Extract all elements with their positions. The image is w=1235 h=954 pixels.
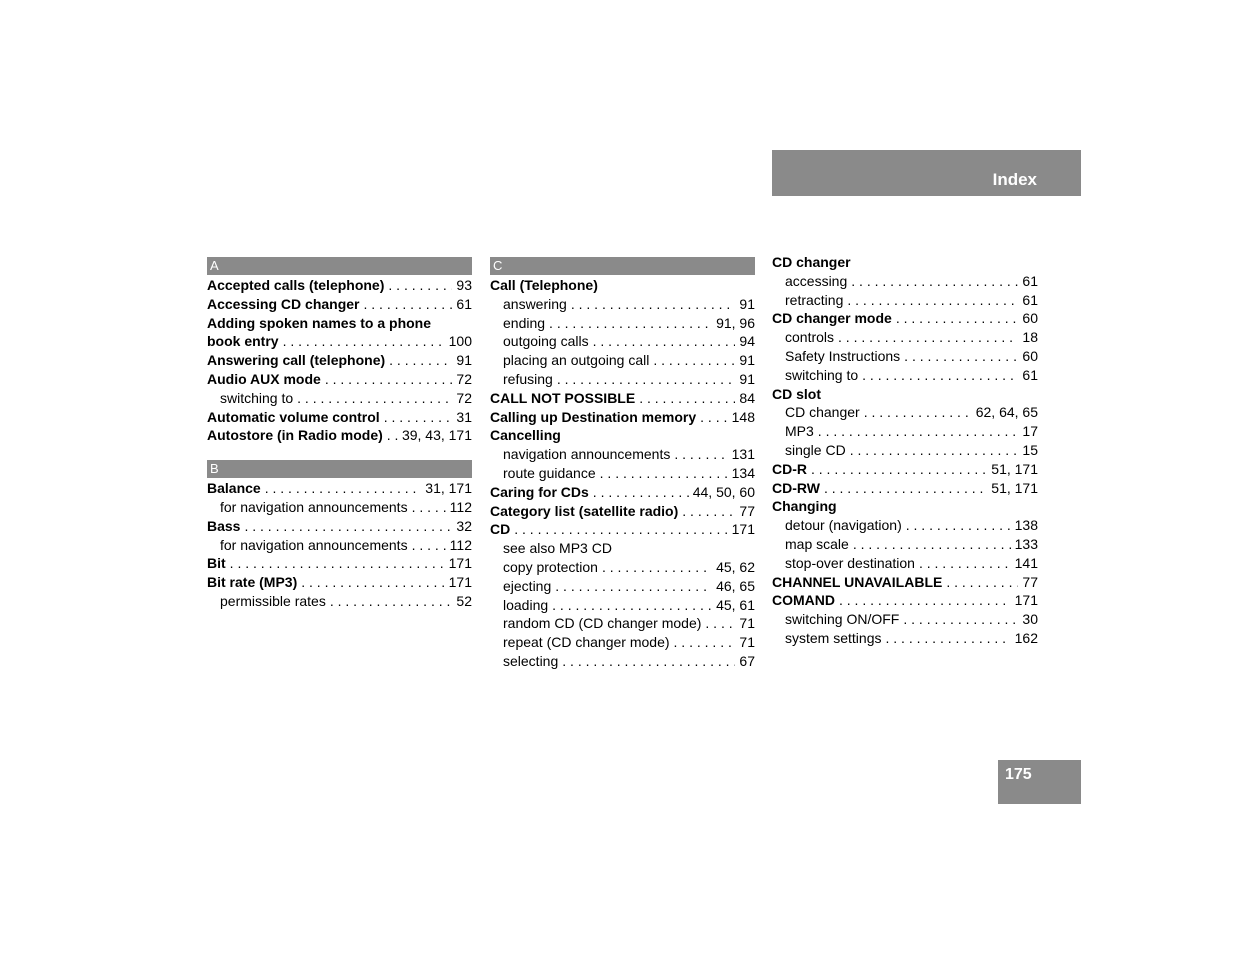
index-entry — [490, 445, 755, 464]
index-entry — [490, 370, 755, 389]
letter-heading-a: A — [207, 257, 472, 275]
index-entry-term: see also MP3 CD — [503, 540, 612, 557]
index-entry — [772, 403, 1038, 422]
index-entry-term: repeat (CD changer mode) — [503, 634, 670, 651]
index-entry — [207, 592, 472, 611]
dot-leader — [851, 272, 1018, 291]
index-entry-pages: 133 — [1014, 535, 1038, 552]
index-entry-pages: 71 — [739, 615, 755, 632]
index-header-tab — [772, 150, 1081, 196]
dot-leader — [919, 554, 1011, 573]
dot-leader — [552, 596, 712, 615]
index-entry — [490, 577, 755, 596]
index-entry-pages: 15 — [1022, 441, 1038, 458]
index-entry — [772, 460, 1038, 479]
index-entry-term: Audio AUX mode — [207, 370, 321, 387]
dot-leader — [818, 422, 1019, 441]
index-entry-term: switching ON/OFF — [785, 611, 900, 628]
dot-leader — [230, 554, 445, 573]
index-entry — [207, 517, 472, 536]
index-entry-pages: 44, 50, 60 — [692, 483, 755, 500]
index-entry-term: Autostore (in Radio mode) — [207, 427, 383, 444]
page-number: 175 — [1005, 766, 1032, 783]
index-entry — [490, 295, 755, 314]
index-entry-pages: 171 — [1014, 592, 1038, 609]
index-entry-term: CD-RW — [772, 479, 820, 496]
index-entry-term: placing an outgoing call — [503, 352, 650, 369]
entries-a — [207, 276, 472, 445]
index-entry-pages: 91 — [456, 352, 472, 369]
index-entry-pages: 171 — [448, 555, 472, 572]
index-entry-pages: 30 — [1022, 611, 1038, 628]
dot-leader — [853, 535, 1011, 554]
index-entry-term: accessing — [785, 272, 848, 289]
index-entry-term: Safety Instructions — [785, 347, 901, 364]
dot-leader — [364, 295, 453, 314]
index-entry-pages: 93 — [456, 277, 472, 293]
dot-leader — [700, 408, 728, 427]
index-entry — [490, 520, 755, 539]
index-entry-pages: 84 — [739, 389, 755, 406]
index-entry-term: for navigation announcements — [220, 536, 408, 553]
index-entry — [490, 539, 755, 558]
dot-leader — [555, 577, 712, 596]
index-entry-term: Bit rate (MP3) — [207, 574, 298, 591]
index-entry-pages: 112 — [449, 498, 472, 515]
dot-leader — [864, 403, 972, 422]
index-entry — [207, 479, 472, 498]
index-entry — [207, 498, 472, 517]
dot-leader — [705, 614, 735, 633]
dot-leader — [412, 536, 446, 555]
index-entry — [772, 610, 1038, 629]
dot-leader — [330, 592, 453, 611]
dot-leader — [265, 479, 422, 498]
index-entry-term: MP3 — [785, 423, 814, 440]
index-entry — [490, 351, 755, 370]
index-column-c — [490, 257, 755, 671]
index-entry — [490, 652, 755, 671]
dot-leader — [602, 558, 712, 577]
index-entry — [490, 426, 755, 445]
index-entry-term: for navigation announcements — [220, 498, 408, 515]
index-entry-term: permissible rates — [220, 592, 326, 609]
index-entry-term: CD changer — [772, 254, 851, 270]
index-entry-pages: 171 — [448, 574, 472, 591]
index-entry — [207, 389, 472, 408]
index-entry-term: Bass — [207, 517, 241, 534]
index-entry — [772, 516, 1038, 535]
index-entry-term: navigation announcements — [503, 446, 671, 463]
index-entry — [490, 502, 755, 521]
index-entry — [490, 389, 755, 408]
index-entry-pages: 138 — [1014, 517, 1038, 534]
entries-b — [207, 479, 472, 611]
index-entry-pages: 17 — [1022, 423, 1038, 440]
dot-leader — [389, 351, 452, 370]
index-column-a-b — [207, 257, 472, 611]
index-entry-term: refusing — [503, 370, 553, 387]
index-entry — [490, 276, 755, 295]
dot-leader — [674, 633, 736, 652]
index-entry-term: CALL NOT POSSIBLE — [490, 389, 636, 406]
index-entry-term: Caring for CDs — [490, 483, 589, 500]
index-entry — [772, 422, 1038, 441]
dot-leader — [514, 520, 727, 539]
index-entry-term: Calling up Destination memory — [490, 408, 697, 425]
index-entry-term: CD — [490, 521, 511, 538]
index-entry — [207, 408, 472, 427]
dot-leader — [896, 309, 1019, 328]
index-entry-term: controls — [785, 329, 835, 346]
index-entry-term: Answering call (telephone) — [207, 352, 386, 369]
dot-leader — [562, 652, 735, 671]
index-entry — [772, 272, 1038, 291]
index-entry — [207, 536, 472, 555]
index-entry — [490, 614, 755, 633]
index-entry — [772, 253, 1038, 272]
index-entry-pages: 45, 62 — [716, 558, 755, 575]
index-entry-pages: 60 — [1022, 310, 1038, 327]
index-entry-pages: 31, 171 — [425, 480, 472, 497]
entries-cd — [772, 253, 1038, 648]
index-entry-term: CD changer mode — [772, 310, 892, 327]
index-entry-term: single CD — [785, 441, 846, 458]
index-entry-pages: 61 — [1022, 272, 1038, 289]
index-entry-term: switching to — [220, 389, 294, 406]
page-number-tab — [998, 760, 1081, 804]
index-entry — [490, 464, 755, 483]
index-entry-term: Adding spoken names to a phone — [207, 314, 432, 331]
index-entry — [772, 629, 1038, 648]
dot-leader — [653, 351, 735, 370]
index-entry-pages: 72 — [456, 389, 472, 406]
index-entry-pages: 51, 171 — [991, 479, 1038, 496]
index-entry-pages: 162 — [1014, 629, 1038, 646]
dot-leader — [325, 370, 453, 389]
index-entry-pages: 100 — [448, 333, 472, 350]
index-entry-pages: 67 — [739, 652, 755, 669]
index-entry-term: answering — [503, 295, 567, 312]
index-entry-pages: 61 — [1022, 366, 1038, 383]
dot-leader — [811, 460, 987, 479]
index-entry-pages: 148 — [731, 408, 755, 425]
index-entry-term: Bit — [207, 555, 226, 572]
index-entry-term: COMAND — [772, 592, 835, 609]
index-entry-pages: 61 — [1022, 291, 1038, 308]
index-entry-pages: 32 — [456, 517, 472, 534]
index-entry — [207, 276, 472, 295]
index-entry — [207, 573, 472, 592]
dot-leader — [412, 498, 446, 517]
index-entry-pages: 72 — [456, 370, 472, 387]
index-entry — [207, 314, 472, 333]
index-entry-term: Call (Telephone) — [490, 277, 598, 293]
index-entry-pages: 171 — [731, 521, 755, 538]
dot-leader — [824, 479, 987, 498]
index-entry — [490, 596, 755, 615]
dot-leader — [301, 573, 444, 592]
dot-leader — [384, 408, 453, 427]
index-entry-term: map scale — [785, 535, 849, 552]
dot-leader — [946, 573, 1018, 592]
index-entry-pages: 45, 61 — [716, 596, 755, 613]
index-entry-term: CHANNEL UNAVAILABLE — [772, 573, 943, 590]
letter-heading-b: B — [207, 460, 472, 478]
index-entry-term: route guidance — [503, 464, 596, 481]
index-entry-term: CD-R — [772, 460, 807, 477]
index-entry — [490, 314, 755, 333]
index-entry — [772, 573, 1038, 592]
index-entry-term: switching to — [785, 366, 859, 383]
index-entry-term: Category list (satellite radio) — [490, 502, 679, 519]
index-entry — [772, 385, 1038, 404]
dot-leader — [862, 366, 1018, 385]
index-entry — [490, 332, 755, 351]
index-entry — [772, 497, 1038, 516]
index-entry-pages: 91 — [739, 295, 755, 312]
index-entry — [772, 441, 1038, 460]
index-entry-term: outgoing calls — [503, 333, 589, 350]
dot-leader — [593, 483, 689, 502]
dot-leader — [850, 441, 1019, 460]
index-entry-term: CD slot — [772, 385, 821, 402]
dot-leader — [904, 347, 1018, 366]
index-entry — [207, 295, 472, 314]
index-entry — [207, 554, 472, 573]
index-entry-term: ejecting — [503, 577, 552, 594]
dot-leader — [906, 516, 1011, 535]
index-entry-term: detour (navigation) — [785, 517, 902, 534]
index-entry-pages: 71 — [739, 634, 755, 651]
index-entry — [490, 408, 755, 427]
index-entry-pages: 91, 96 — [716, 314, 755, 331]
index-entry-pages: 91 — [739, 352, 755, 369]
dot-leader — [388, 276, 452, 295]
index-entry-pages: 77 — [739, 502, 755, 519]
dot-leader — [838, 328, 1018, 347]
dot-leader — [593, 332, 736, 351]
index-entry-term: Accessing CD changer — [207, 295, 360, 312]
index-title: Index — [992, 170, 1037, 189]
index-entry-pages: 94 — [739, 333, 755, 350]
index-entry — [772, 328, 1038, 347]
index-entry-pages: 131 — [731, 446, 755, 463]
dot-leader — [682, 502, 735, 521]
index-entry-pages: 31 — [456, 408, 472, 425]
index-entry — [772, 366, 1038, 385]
index-entry — [772, 479, 1038, 498]
index-entry — [772, 291, 1038, 310]
dot-leader — [885, 629, 1010, 648]
index-entry-pages: 18 — [1022, 329, 1038, 346]
index-entry-term: book entry — [207, 333, 279, 350]
index-entry-term: Balance — [207, 480, 261, 497]
index-entry-term: selecting — [503, 652, 559, 669]
index-entry-pages: 134 — [731, 464, 755, 481]
index-entry — [772, 347, 1038, 366]
index-entry-pages: 62, 64, 65 — [975, 404, 1038, 421]
index-entry-term: Changing — [772, 498, 837, 515]
index-entry-term: system settings — [785, 629, 882, 646]
dot-leader — [283, 332, 445, 351]
index-entry-pages: 61 — [456, 295, 472, 312]
dot-leader — [674, 445, 727, 464]
index-entry-pages: 141 — [1014, 554, 1038, 571]
index-entry-term: retracting — [785, 291, 844, 308]
dot-leader — [639, 389, 735, 408]
dot-leader — [571, 295, 736, 314]
dot-leader — [600, 464, 728, 483]
index-entry-pages: 60 — [1022, 347, 1038, 364]
index-entry-pages: 91 — [739, 370, 755, 387]
index-entry — [772, 535, 1038, 554]
dot-leader — [387, 426, 398, 445]
dot-leader — [839, 591, 1011, 610]
dot-leader — [244, 517, 452, 536]
dot-leader — [557, 370, 736, 389]
dot-leader — [297, 389, 452, 408]
index-entry — [490, 483, 755, 502]
index-entry-pages: 77 — [1022, 573, 1038, 590]
index-entry-pages: 51, 171 — [991, 460, 1038, 477]
index-entry — [207, 351, 472, 370]
index-entry-term: loading — [503, 596, 549, 613]
entries-c — [490, 276, 755, 671]
index-entry-term: random CD (CD changer mode) — [503, 615, 702, 632]
index-entry — [772, 591, 1038, 610]
index-entry-term: copy protection — [503, 558, 598, 575]
index-entry-pages: 112 — [449, 536, 472, 553]
index-entry — [207, 426, 472, 445]
dot-leader — [847, 291, 1018, 310]
index-entry-term: Cancelling — [490, 427, 561, 444]
index-entry — [490, 633, 755, 652]
index-column-cd — [772, 253, 1038, 648]
index-entry — [772, 554, 1038, 573]
index-entry-term: ending — [503, 314, 546, 331]
dot-leader — [549, 314, 712, 333]
index-entry — [772, 309, 1038, 328]
dot-leader — [903, 610, 1018, 629]
letter-heading-c: C — [490, 257, 755, 275]
index-entry-term: stop-over destination — [785, 554, 915, 571]
index-entry — [207, 370, 472, 389]
index-entry — [207, 332, 472, 351]
index-entry-pages: 46, 65 — [716, 577, 755, 594]
index-entry — [490, 558, 755, 577]
index-entry-term: CD changer — [785, 404, 860, 421]
index-entry-pages: 52 — [456, 592, 472, 609]
index-entry-term: Automatic volume control — [207, 408, 380, 425]
index-entry-pages: 39, 43, 171 — [401, 427, 472, 444]
index-entry-term: Accepted calls (telephone) — [207, 277, 385, 293]
